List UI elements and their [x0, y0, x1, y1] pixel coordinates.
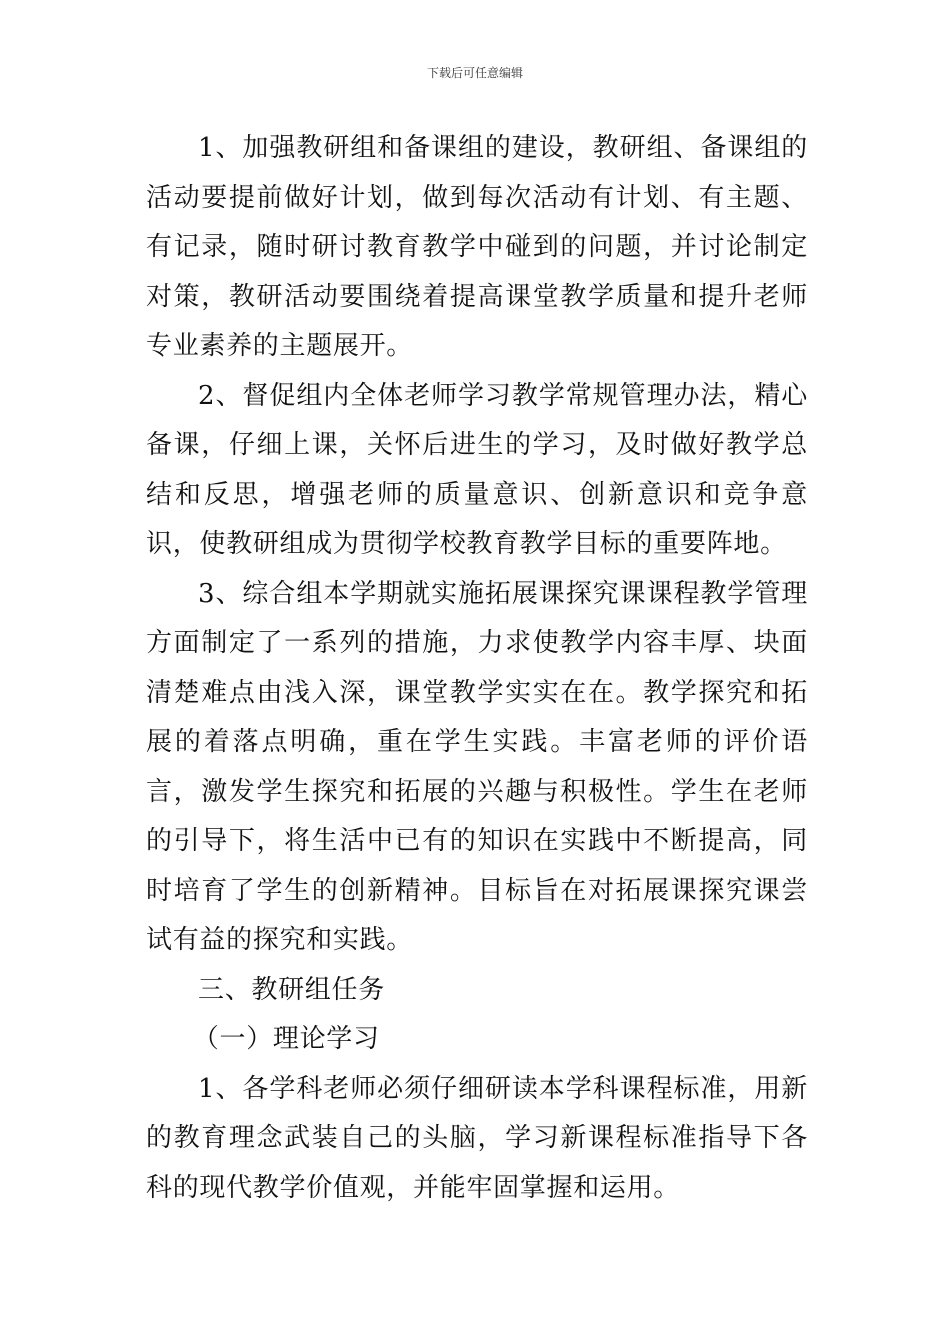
paragraph-2: 2、督促组内全体老师学习教学常规管理办法，精心备课，仔细上课，关怀后进生的学习，及时做好教学总结和反思，增强老师的质量意识、创新意识和竞争意识，使教研组成为贯彻学校教育教学目标的重要阵地。: [146, 380, 808, 559]
section-heading: 三、教研组任务: [198, 974, 385, 1005]
paragraph-3: 3、综合组本学期就实施拓展课探究课课程教学管理方面制定了一系列的措施，力求使教学内容丰厚、块面清楚难点由浅入深，课堂教学实实在在。教学探究和拓展的着落点明确，重在学生实践。丰富老师的评价语言，激发学生探究和拓展的兴趣与积极性。学生在老师的引导下，将生活中已有的知识在实践中不断提高，同时培育了学生的创新精神。目标旨在对拓展课探究课尝试有益的探究和实践。: [146, 578, 808, 955]
paragraph-4: 1、各学科老师必须仔细研读本学科课程标准，用新的教育理念武装自己的头脑，学习新课程标准指导下各科的现代教学价值观，并能牢固掌握和运用。: [146, 1073, 808, 1203]
paragraph-1: 1、加强教研组和备课组的建设，教研组、备课组的活动要提前做好计划，做到每次活动有计划、有主题、有记录，随时研讨教育教学中碰到的问题，并讨论制定对策，教研活动要围绕着提高课堂教学质量和提升老师专业素养的主题展开。: [146, 133, 808, 361]
page-header: 下载后可任意编辑: [426, 66, 523, 80]
subsection-heading: （一）理论学习: [192, 1024, 380, 1054]
document-body: [146, 124, 808, 1213]
